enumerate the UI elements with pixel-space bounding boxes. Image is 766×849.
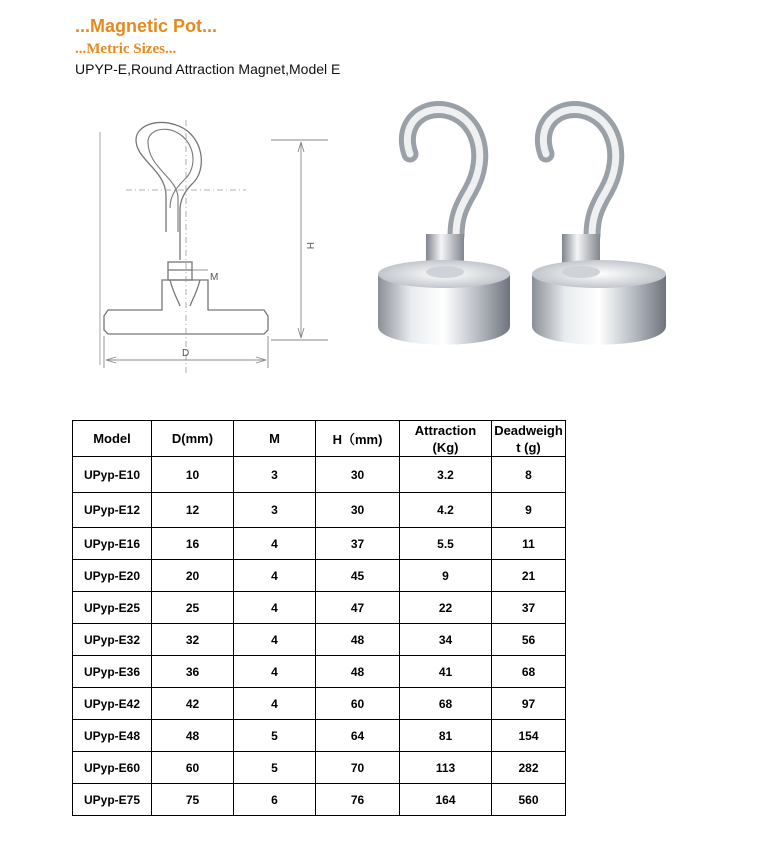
cell-d: 48 <box>152 720 234 752</box>
col-header-h: H（mm) <box>316 421 400 457</box>
label-h: H <box>304 242 315 250</box>
cell-m: 4 <box>234 592 316 624</box>
cell-deadweight: 560 <box>492 784 566 816</box>
cell-h: 64 <box>316 720 400 752</box>
cell-model: UPyp-E16 <box>73 528 152 560</box>
cell-deadweight: 37 <box>492 592 566 624</box>
cell-deadweight: 282 <box>492 752 566 784</box>
product-photo <box>360 96 710 391</box>
cell-attraction: 3.2 <box>400 457 492 493</box>
page-subtitle: ...Metric Sizes... <box>75 41 177 57</box>
col-header-deadweight <box>492 421 566 457</box>
attraction-line2: (Kg) <box>432 439 459 455</box>
cell-d: 25 <box>152 592 234 624</box>
table-row <box>73 720 566 752</box>
cell-attraction: 113 <box>400 752 492 784</box>
cell-m: 3 <box>234 493 316 528</box>
cell-d: 75 <box>152 784 234 816</box>
cell-h: 37 <box>316 528 400 560</box>
col-header-d: D(mm) <box>152 421 234 457</box>
cell-attraction: 81 <box>400 720 492 752</box>
table-row <box>73 624 566 656</box>
page-title: ...Magnetic Pot... <box>75 16 218 36</box>
cell-attraction: 41 <box>400 656 492 688</box>
cell-m: 3 <box>234 457 316 493</box>
cell-attraction: 22 <box>400 592 492 624</box>
cell-model: UPyp-E48 <box>73 720 152 752</box>
cell-d: 60 <box>152 752 234 784</box>
deadweight-line1: Deadweigh <box>494 422 563 438</box>
col-header-m: M <box>234 421 316 457</box>
cell-h: 48 <box>316 656 400 688</box>
cell-deadweight: 56 <box>492 624 566 656</box>
cell-deadweight: 9 <box>492 493 566 528</box>
table-row <box>73 528 566 560</box>
cell-model: UPyp-E36 <box>73 656 152 688</box>
cell-model: UPyp-E12 <box>73 493 152 528</box>
cell-h: 76 <box>316 784 400 816</box>
cell-d: 32 <box>152 624 234 656</box>
cell-m: 6 <box>234 784 316 816</box>
table-row <box>73 688 566 720</box>
cell-attraction: 164 <box>400 784 492 816</box>
cell-deadweight: 68 <box>492 656 566 688</box>
cell-model: UPyp-E75 <box>73 784 152 816</box>
cell-model: UPyp-E60 <box>73 752 152 784</box>
table-row <box>73 752 566 784</box>
cell-h: 70 <box>316 752 400 784</box>
cell-d: 36 <box>152 656 234 688</box>
technical-drawing <box>96 120 336 380</box>
col-header-attraction <box>400 421 492 457</box>
cell-d: 42 <box>152 688 234 720</box>
spec-table <box>72 420 566 816</box>
cell-m: 4 <box>234 560 316 592</box>
cell-d: 12 <box>152 493 234 528</box>
cell-m: 4 <box>234 688 316 720</box>
cell-attraction: 9 <box>400 560 492 592</box>
table-header-row <box>73 421 566 457</box>
cell-m: 5 <box>234 720 316 752</box>
table-row <box>73 560 566 592</box>
cell-d: 20 <box>152 560 234 592</box>
cell-deadweight: 154 <box>492 720 566 752</box>
cell-m: 4 <box>234 624 316 656</box>
table-row <box>73 784 566 816</box>
hook-product-right <box>532 109 666 344</box>
cell-attraction: 68 <box>400 688 492 720</box>
cell-d: 10 <box>152 457 234 493</box>
cell-h: 60 <box>316 688 400 720</box>
table-row <box>73 592 566 624</box>
cell-h: 30 <box>316 493 400 528</box>
cell-deadweight: 11 <box>492 528 566 560</box>
cell-h: 30 <box>316 457 400 493</box>
table-row <box>73 656 566 688</box>
hook-product-left <box>378 109 510 344</box>
cell-m: 4 <box>234 656 316 688</box>
cell-attraction: 34 <box>400 624 492 656</box>
table-row <box>73 493 566 528</box>
table-row <box>73 457 566 493</box>
cell-model: UPyp-E10 <box>73 457 152 493</box>
cell-attraction: 5.5 <box>400 528 492 560</box>
cell-deadweight: 8 <box>492 457 566 493</box>
cell-model: UPyp-E32 <box>73 624 152 656</box>
cell-model: UPyp-E42 <box>73 688 152 720</box>
label-d: D <box>182 348 190 359</box>
cell-h: 48 <box>316 624 400 656</box>
cell-h: 45 <box>316 560 400 592</box>
cell-attraction: 4.2 <box>400 493 492 528</box>
cell-model: UPyp-E20 <box>73 560 152 592</box>
cell-deadweight: 21 <box>492 560 566 592</box>
cell-d: 16 <box>152 528 234 560</box>
label-m: M <box>210 272 219 283</box>
cell-m: 5 <box>234 752 316 784</box>
cell-h: 47 <box>316 592 400 624</box>
cell-deadweight: 97 <box>492 688 566 720</box>
cell-m: 4 <box>234 528 316 560</box>
col-header-model: Model <box>73 421 152 457</box>
cell-model: UPyp-E25 <box>73 592 152 624</box>
product-description: UPYP-E,Round Attraction Magnet,Model E <box>75 61 341 77</box>
attraction-line1: Attraction <box>414 422 477 438</box>
deadweight-line2: t (g) <box>516 439 541 455</box>
